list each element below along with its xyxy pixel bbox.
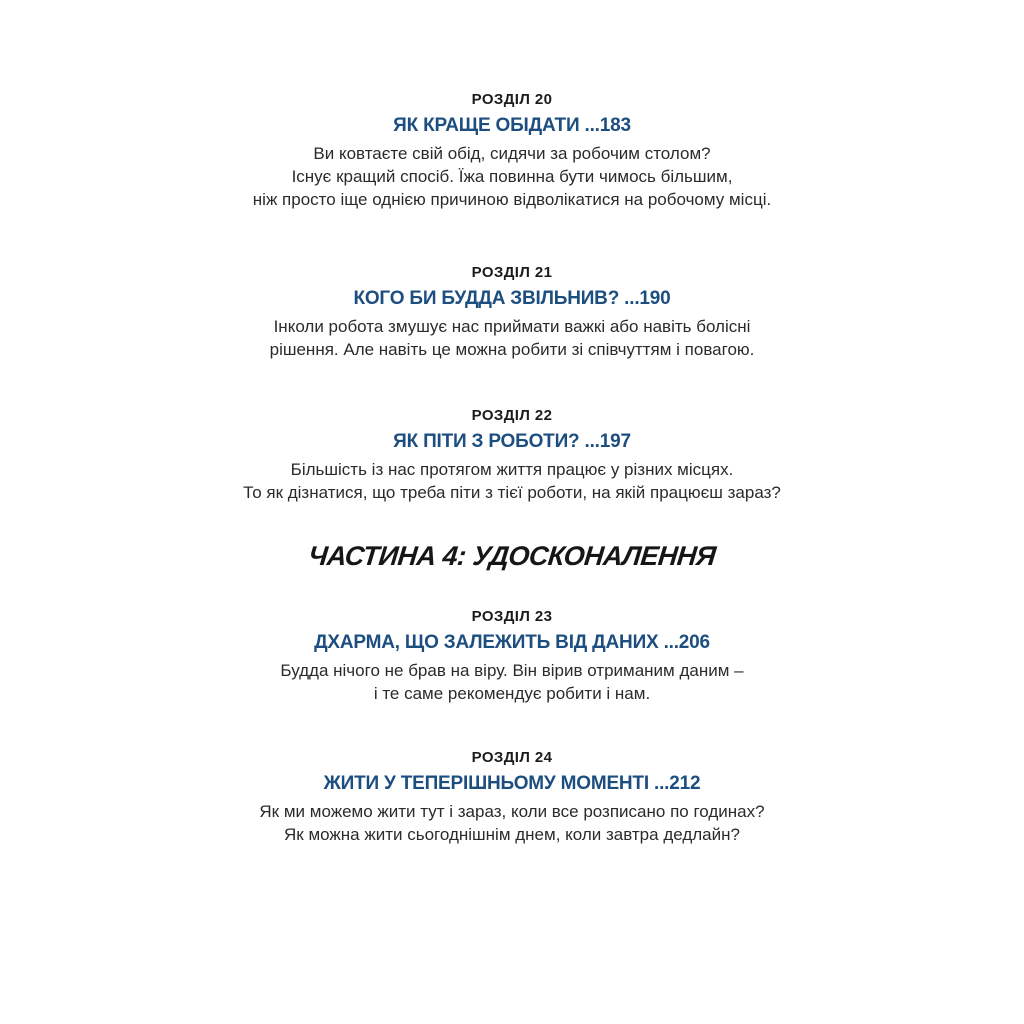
chapter-label: РОЗДІЛ 21 (471, 264, 553, 281)
chapter-description-line: ніж просто іще однією причиною відволікатися на робочому місці. (252, 190, 772, 209)
chapter-description-line: Інколи робота змушує нас приймати важкі або навіть болісні (273, 317, 751, 336)
chapter-description-line: і те саме рекомендує робити і нам. (373, 684, 651, 703)
chapter-description-line: Будда нічого не брав на віру. Він вірив отриманим даним – (280, 661, 744, 680)
toc-entry-chapter-24 (0, 750, 1024, 846)
chapter-description-line: Більшість із нас протягом життя працює у різних місцях. (290, 460, 734, 479)
chapter-description-line: Ви ковтаєте свій обід, сидячи за робочим столом? (313, 144, 711, 163)
chapter-title-with-page: ДХАРМА, ЩО ЗАЛЕЖИТЬ ВІД ДАНИХ ...206 (314, 632, 710, 653)
chapter-label: РОЗДІЛ 22 (471, 407, 553, 424)
chapter-description (0, 142, 1024, 211)
chapter-title-with-page: ЖИТИ У ТЕПЕРІШНЬОМУ МОМЕНТІ ...212 (323, 773, 701, 794)
toc-entry-chapter-23 (0, 609, 1024, 705)
chapter-description (0, 659, 1024, 705)
chapter-title-with-page: КОГО БИ БУДДА ЗВІЛЬНИВ? ...190 (353, 288, 671, 309)
chapter-description (0, 800, 1024, 846)
toc-entry-chapter-21 (0, 265, 1024, 361)
chapter-description-line: Існує кращий спосіб. Їжа повинна бути чимось більшим, (291, 167, 733, 186)
toc-entry-chapter-20 (0, 92, 1024, 211)
chapter-description-line: То як дізнатися, що треба піти з тієї роботи, на якій працюєш зараз? (243, 483, 781, 502)
chapter-label: РОЗДІЛ 23 (471, 608, 553, 625)
chapter-title-with-page: ЯК КРАЩЕ ОБІДАТИ ...183 (393, 115, 631, 136)
chapter-description (0, 315, 1024, 361)
chapter-title-with-page: ЯК ПІТИ З РОБОТИ? ...197 (393, 431, 631, 452)
chapter-description-line: Як можна жити сьогоднішнім днем, коли завтра дедлайн? (284, 825, 740, 844)
toc-entry-chapter-22 (0, 408, 1024, 504)
chapter-description (0, 458, 1024, 504)
chapter-label: РОЗДІЛ 20 (471, 91, 553, 108)
chapter-label: РОЗДІЛ 24 (471, 749, 553, 766)
chapter-description-line: рішення. Але навіть це можна робити зі співчуттям і повагою. (269, 340, 755, 359)
part-heading: ЧАСТИНА 4: УДОСКОНАЛЕННЯ (307, 541, 717, 571)
chapter-description-line: Як ми можемо жити тут і зараз, коли все розписано по годинах? (259, 802, 765, 821)
